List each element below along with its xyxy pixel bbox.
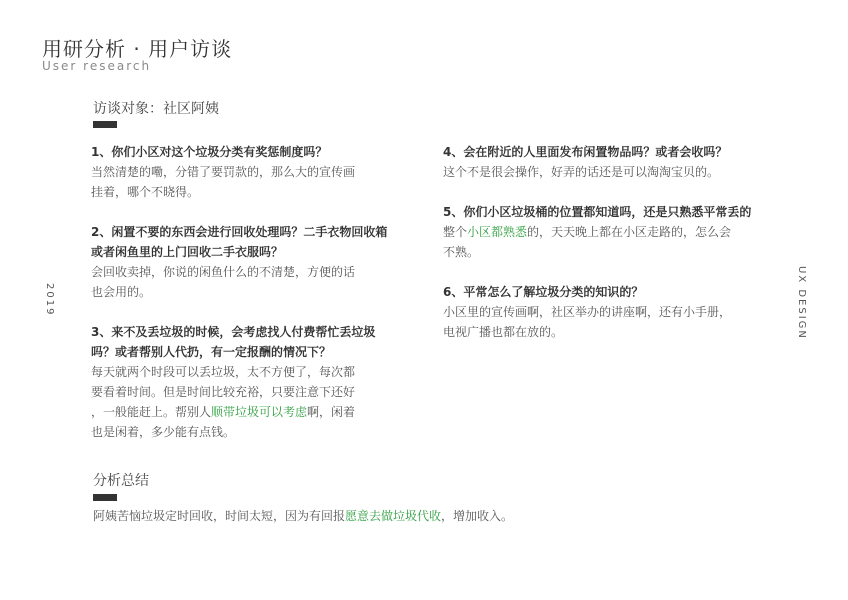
answer-6 (443, 302, 761, 342)
summary-title-bar (93, 494, 117, 501)
page-title: 用研分析 · 用户访谈 (42, 37, 233, 61)
qa-item-4 (443, 142, 761, 182)
answer-1-line-2: 挂着，哪个不晓得。 (91, 185, 200, 199)
question-3: 3、来不及丢垃圾的时候，会考虑找人付费帮忙丢垃圾吗？或者帮别人代扔，有一定报酬的情况下？ (91, 325, 376, 359)
summary-text-before: 阿姨苦恼垃圾定时回收，时间太短，因为有回报 (93, 509, 346, 523)
qa-item-5 (443, 202, 761, 262)
interview-title: 访谈对象：社区阿姨 (93, 101, 219, 117)
answer-4-line-1: 这个不是很会操作，好弄的话还是可以淘淘宝贝的。 (443, 165, 720, 179)
summary-text-after: ，增加收入。 (441, 509, 514, 523)
summary-title: 分析总结 (93, 473, 149, 489)
answer-1 (91, 162, 391, 202)
question-6: 6、平常怎么了解垃圾分类的知识的？ (443, 285, 644, 299)
answer-6-line-1: 小区里的宣传画啊，社区举办的讲座啊，还有小手册， (443, 305, 732, 319)
answer-4 (443, 162, 761, 182)
qa-item-2 (91, 222, 391, 302)
answer-3-line-4: 也是闲着，多少能有点钱。 (91, 425, 236, 439)
answer-6-line-2: 电视广播也都在放的。 (443, 325, 564, 339)
answer-2 (91, 262, 391, 302)
answer-3-line-3a: ，一般能赶上。帮别人 (91, 405, 212, 419)
answer-5-line-1a: 整个 (443, 225, 468, 239)
answer-2-line-2: 也会用的。 (91, 285, 152, 299)
qa-right-column (443, 142, 761, 362)
qa-item-1 (91, 142, 391, 202)
question-1: 1、你们小区对这个垃圾分类有奖惩制度吗？ (91, 145, 328, 159)
question-4: 4、会在附近的人里面发布闲置物品吗？或者会收吗？ (443, 145, 728, 159)
page-subtitle: User research (42, 59, 152, 73)
answer-1-line-1: 当然清楚的嘞，分错了要罚款的，那么大的宣传画 (91, 165, 356, 179)
interview-title-bar (93, 121, 117, 128)
qa-item-6 (443, 282, 761, 342)
answer-2-line-1: 会回收卖掉，你说的闲鱼什么的不清楚，方便的话 (91, 265, 356, 279)
answer-3 (91, 362, 391, 442)
question-5: 5、你们小区垃圾桶的位置都知道吗，还是只熟悉平常丢的 (443, 205, 752, 219)
answer-5 (443, 222, 761, 262)
question-2: 2、闲置不要的东西会进行回收处理吗？二手衣物回收箱或者闲鱼里的上门回收二手衣服吗？ (91, 225, 388, 259)
answer-3-line-1: 每天就两个时段可以丢垃圾，太不方便了，每次都 (91, 365, 356, 379)
year-label: 2019 (44, 283, 55, 317)
summary-text (93, 506, 513, 526)
answer-5-line-1b: 的，天天晚上都在小区走路的，怎么会 (527, 225, 732, 239)
summary-highlight: 愿意去做垃圾代收 (345, 509, 442, 523)
qa-item-3 (91, 322, 391, 442)
answer-3-line-2: 要看着时间。但是时间比较充裕，只要注意下还好 (91, 385, 356, 399)
answer-5-line-2: 不熟。 (443, 245, 480, 259)
answer-5-highlight: 小区都熟悉 (467, 225, 528, 239)
ux-design-label: UX DESIGN (796, 266, 807, 340)
answer-3-line-3b: 啊，闲着 (307, 405, 356, 419)
qa-left-column (91, 142, 391, 462)
answer-3-highlight: 顺带垃圾可以考虑 (211, 405, 308, 419)
